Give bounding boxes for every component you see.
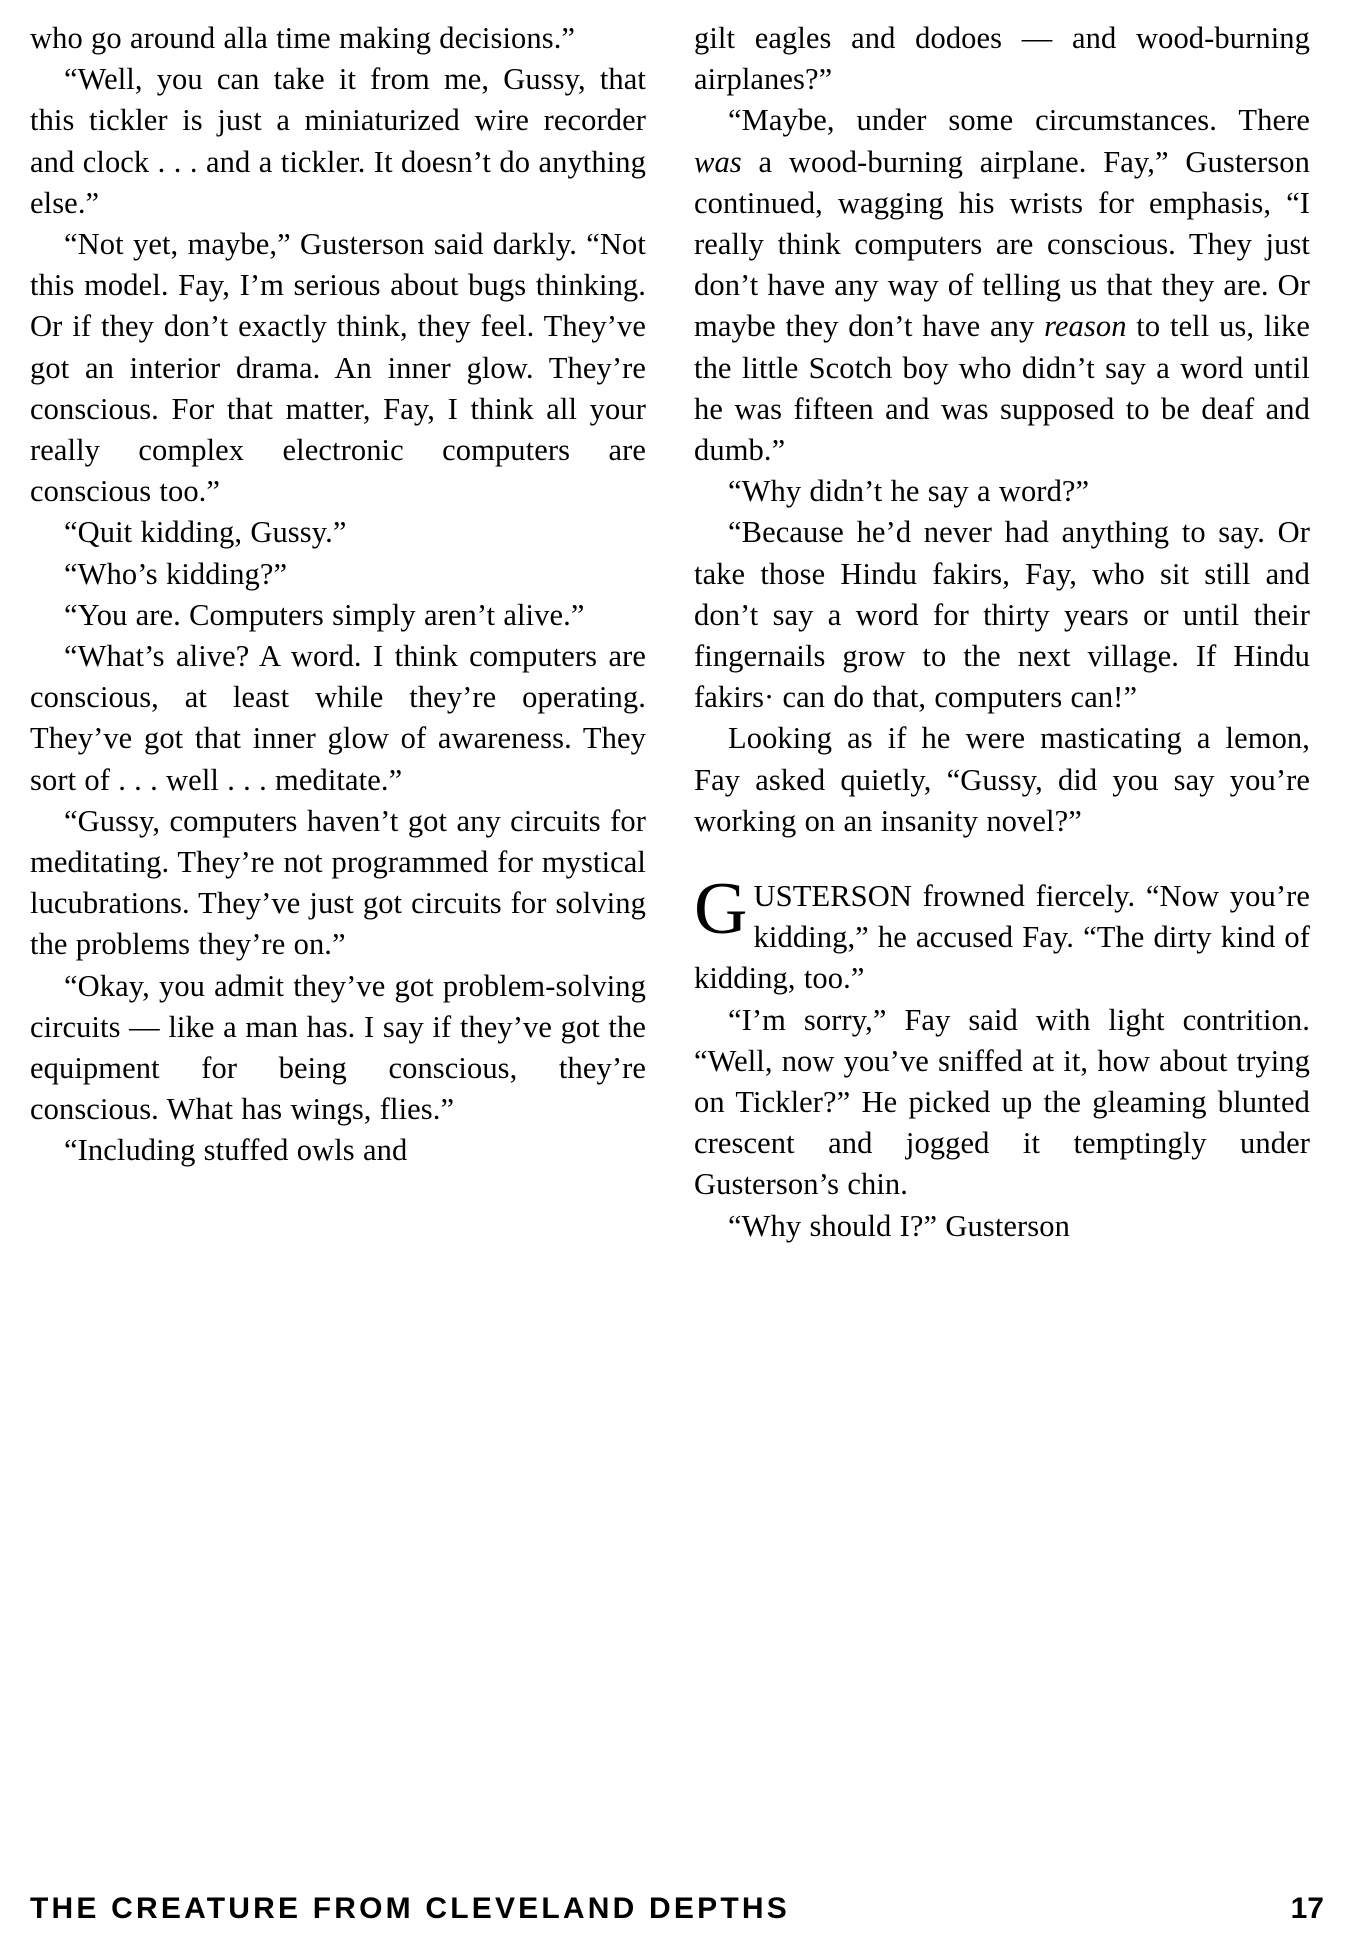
paragraph: “What’s alive? A word. I think computers are conscious, at least while they’re operating. They’ve got that inner glow of awareness. They sort of . . . well . . . meditate.” <box>30 639 646 797</box>
paragraph: “Okay, you admit they’ve got problem-solving circuits — like a man has. I say if they’ve got the equipment for being conscious, they’re conscious. What has wings, flies.” <box>30 968 646 1127</box>
paragraph: “Well, you can take it from me, Gussy, that this tickler is just a miniaturized wire recorder and clock . . . and a tickler. It doesn’t do anything else.” <box>30 62 646 220</box>
paragraph: Looking as if he were masticating a lemon, Fay asked quietly, “Gussy, did you say you’re working on an insanity novel?” <box>694 721 1310 838</box>
two-column-body <box>30 18 1324 1818</box>
paragraph: “Why should I?” Gusterson <box>728 1208 1070 1243</box>
dropcap-lead-text: USTERSON frowned fiercely. <box>753 879 1136 914</box>
right-column <box>694 18 1310 1247</box>
running-title: THE CREATURE FROM CLEVELAND DEPTHS <box>30 1892 790 1925</box>
paragraph: “Because he’d never had anything to say. Or take those Hindu fakirs, Fay, who sit still and don’t say a word for thirty years or until their fingernails grow to the next village. If Hindu fakirs· can do that, computers can!” <box>694 515 1310 715</box>
left-column <box>30 18 646 1172</box>
page-footer <box>30 1892 1324 1926</box>
paragraph: “I’m sorry,” Fay said with light contrition. “Well, now you’ve sniffed at it, how about trying on Tickler?” He picked up the gleaming blunted crescent and jogged it temptingly under Gusterson’s chin. <box>694 1002 1310 1202</box>
dropcap-rest-text: “Now you’re kidding,” he accused Fay. “The dirty kind of kidding, too.” <box>694 879 1310 996</box>
paragraph: “Maybe, under some circumstances. There was a wood-burning airplane. Fay,” Gusterson continued, wagging his wrists for emphasis, “I really think computers are conscious. They just don’t have any way of telling us that they are. Or maybe they don’t have any reason to tell us, like the little Scotch boy who didn’t say a word until he was fifteen and was supposed to be deaf and dumb.” <box>694 103 1310 468</box>
dropcap-paragraph <box>694 868 1310 1000</box>
paragraph: “Gussy, computers haven’t got any circuits for meditating. They’re not programmed for mystical lucubrations. They’ve just got circuits for solving the problems they’re on.” <box>30 803 646 962</box>
paragraph: “You are. Computers simply aren’t alive.” <box>64 597 585 632</box>
page-number: 17 <box>1290 1892 1324 1925</box>
paragraph: “Including stuffed owls and <box>64 1133 408 1168</box>
paragraph: who go around alla time making decisions.” <box>30 21 576 55</box>
paragraph: gilt eagles and dodoes — and wood-burning airplanes?” <box>694 21 1310 97</box>
paragraph: “Quit kidding, Gussy.” <box>64 515 347 550</box>
drop-cap-letter: G <box>694 868 748 951</box>
paragraph: “Not yet, maybe,” Gusterson said darkly. “Not this model. Fay, I’m serious about bugs thinking. Or if they don’t exactly think, they feel. They’ve got an interior drama. An inner glow. They’re conscious. For that matter, Fay, I think all your really complex electronic computers are conscious too.” <box>30 227 646 509</box>
paragraph: “Who’s kidding?” <box>64 556 288 591</box>
paragraph: “Why didn’t he say a word?” <box>728 474 1090 509</box>
